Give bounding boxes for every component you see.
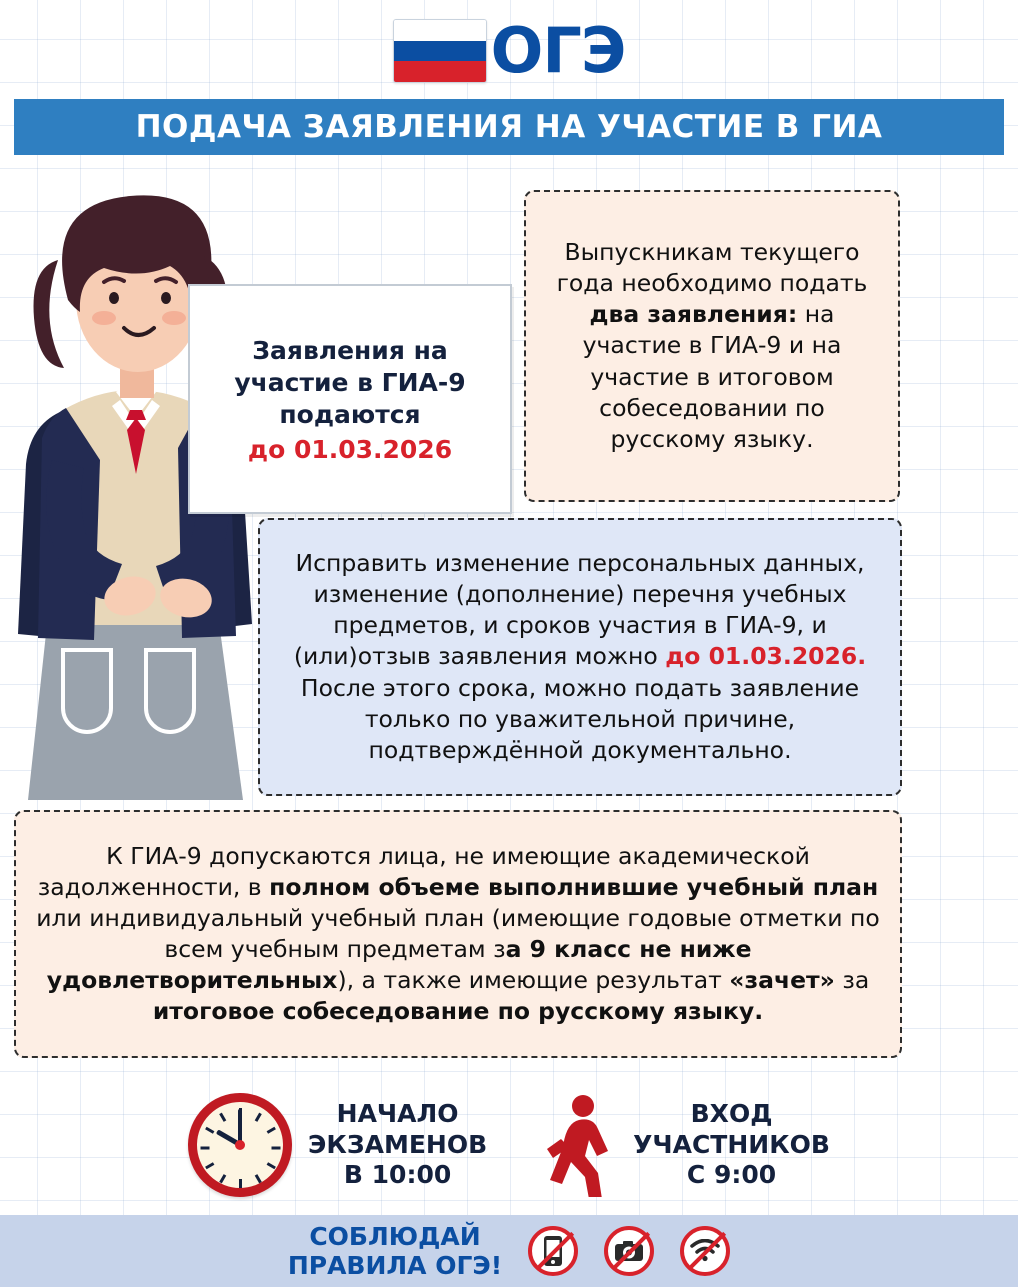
corrections-part1: Исправить изменение персональных данных, изменение (дополнение) перечня учебных предметов, и сроков участия в ГИА-9, и (или)отзыв заявления можно [293,549,865,671]
admission-bold3: «зачет» [729,966,835,995]
two-apps-bold: два заявления: [589,300,798,329]
admission-bold2: а 9 класс не ниже удовлетворительных [46,935,752,995]
sign-line-3: подаются [279,399,421,429]
walking-person-icon [543,1093,617,1197]
sign-line-2: участие в ГИА-9 [234,367,466,397]
footer-text [288,1222,502,1281]
entry-line3: С 9:00 [686,1160,777,1190]
admission-part3: ), а также имеющие результат [337,966,730,995]
footer-line1: СОБЛЮДАЙ [309,1221,481,1251]
clock-icon [188,1093,292,1197]
sign-deadline: до 01.03.2026 [247,434,453,464]
callout-two-applications [524,190,900,502]
callout-admission [14,810,902,1058]
entry-line1: ВХОД [690,1099,773,1129]
mobile-phone-glyph [542,1235,564,1267]
exam-start-line3: В 10:00 [343,1160,452,1190]
corrections-deadline: до 01.03.2026. [665,642,867,671]
admission-part2: или индивидуальный учебный план (имеющие годовые отметки по всем учебным предметам з [36,903,880,963]
corrections-part2: После этого срока, можно подать заявление только по уважительной причине, подтверждённой документально. [300,673,860,764]
two-apps-part2: на участие в ГИА-9 и на участие в итоговом собеседовании по русскому языку. [582,300,842,453]
admission-bold1: полном объеме выполнившие учебный план [269,872,879,901]
russian-flag-icon [393,19,487,83]
no-camera-icon [604,1226,654,1276]
info-exam-start [188,1093,487,1197]
callout-corrections [258,518,902,796]
entry-text [633,1099,830,1191]
camera-glyph [614,1240,644,1262]
header-logo [0,8,1018,94]
exam-start-text [308,1099,487,1191]
entry-line2: УЧАСТНИКОВ [633,1129,830,1159]
admission-part1: К ГИА-9 допускаются лица, не имеющие академической задолженности, в [37,841,810,901]
logo-text: ОГЭ [490,14,626,87]
admission-part4: за [834,966,870,995]
exam-start-line1: НАЧАЛО [336,1099,459,1129]
page-title [14,99,1004,155]
footer-line2: ПРАВИЛА ОГЭ! [287,1251,503,1280]
footer-rules-bar [0,1215,1018,1287]
exam-start-line2: ЭКЗАМЕНОВ [308,1129,488,1159]
no-wifi-icon [680,1226,730,1276]
admission-bold4: итоговое собеседование по русскому языку. [152,997,764,1026]
two-apps-part1: Выпускникам текущего года необходимо подать [556,238,868,298]
info-entry [543,1093,830,1197]
wifi-glyph [690,1239,720,1263]
held-sign [188,284,512,514]
page-title-text: ПОДАЧА ЗАЯВЛЕНИЯ НА УЧАСТИЕ В ГИА [135,109,883,145]
info-strip [0,1075,1018,1215]
sign-line-1: Заявления на [252,335,448,365]
no-mobile-phone-icon [528,1226,578,1276]
